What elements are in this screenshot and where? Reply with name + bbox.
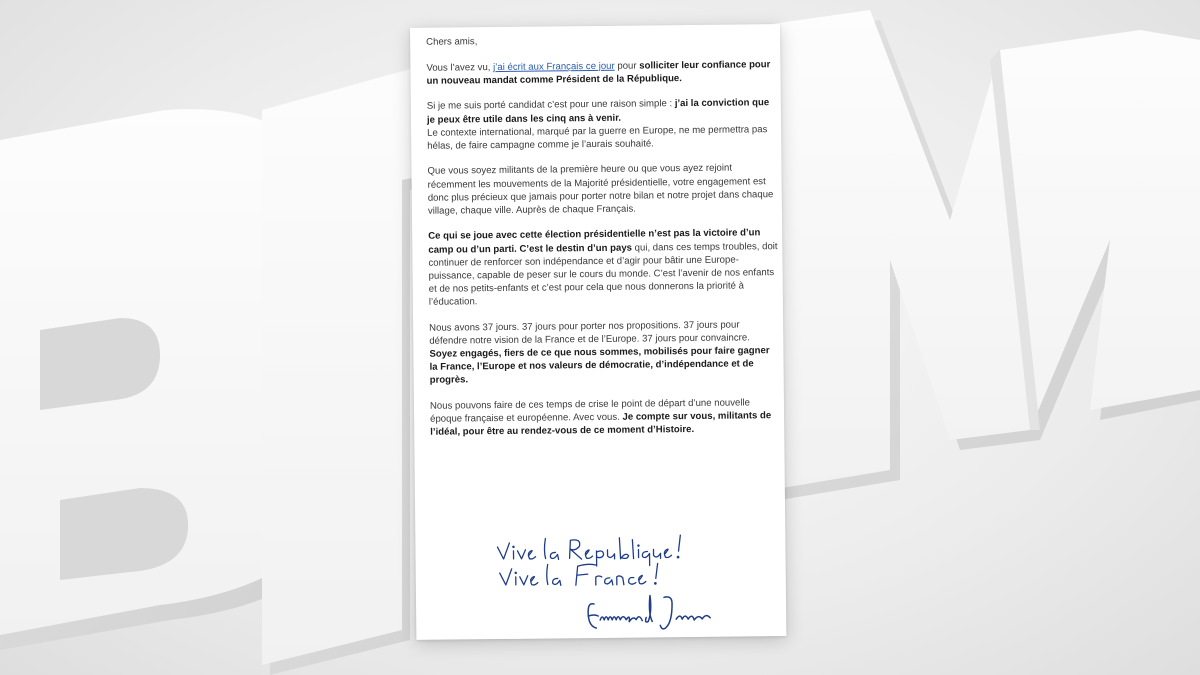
handwritten-closing bbox=[495, 530, 756, 643]
handwritten-line-2 bbox=[500, 563, 658, 586]
letter-body bbox=[426, 32, 780, 451]
paragraph-5 bbox=[429, 318, 780, 387]
signature-emmanuel-macron bbox=[588, 595, 710, 630]
letter-link[interactable]: j’ai écrit aux Français ce jour bbox=[493, 60, 615, 73]
p5-intro: Nous avons 37 jours. 37 jours pour porter nos propositions. 37 jours pour défendre notre vision de la France et de l’Europe. 37 jours pour convaincre. bbox=[429, 319, 750, 347]
paragraph-3: Que vous soyez militants de la première heure ou que vous ayez rejoint récemment les mouvements de la Majorité présidentielle, votre engagement est donc plus précieux que jamais pour porter notre bilan et notre projet dans chaque village, chaque ville. Auprès de chaque Français. bbox=[427, 163, 774, 217]
letter-m-shape bbox=[730, 10, 1200, 500]
p2-rest: Le contexte international, marqué par la guerre en Europe, ne me permettra pas hélas, de faire campagne comme je l’aurais souhaité. bbox=[427, 123, 768, 152]
p1-mid: pour bbox=[614, 60, 640, 72]
paragraph-1 bbox=[426, 58, 776, 88]
p6-bold: Je compte sur vous, militants de l’idéal, pour être au rendez-vous de ce moment d’Histoire. bbox=[430, 409, 772, 438]
p5-bold: Soyez engagés, fiers de ce que nous sommes, mobilisés pour faire gagner la France, l’Europe et nos valeurs de démocratie, d’indépendance et de progrès. bbox=[429, 344, 770, 386]
p4-bold: Ce qui se joue avec cette élection présidentielle n’est pas la victoire d’un camp ou d’un parti. C’est le destin d’un pays bbox=[428, 227, 761, 256]
p6-intro: Nous pouvons faire de ces temps de crise le point de départ d’une nouvelle époque française et européenne. Avec vous. bbox=[429, 397, 751, 425]
p1-bold: solliciter leur confiance pour un nouveau mandat comme Président de la République. bbox=[426, 58, 771, 87]
p2-bold: j’ai la conviction que je peux être utile dans les cinq ans à venir. bbox=[426, 97, 770, 126]
p2-intro: Si je me suis porté candidat c’est pour une raison simple : bbox=[426, 98, 675, 113]
p4-rest: qui, dans ces temps troubles, doit continuer de renforcer son indépendance et d’agir pour bâtir une Europe-puissance, capable de peser sur le cours du monde. C’est l’avenir de nos enfants et de nos petits-enfants et c’est pour cela que nous donnerons la priorité à l’éducation. bbox=[428, 240, 778, 308]
p1-intro: Vous l’avez vu, bbox=[426, 61, 494, 74]
letter-paper bbox=[410, 24, 786, 640]
greeting: Chers amis, bbox=[426, 36, 478, 48]
paragraph-4 bbox=[428, 226, 779, 308]
paragraph-6 bbox=[430, 396, 780, 439]
paragraph-2 bbox=[427, 97, 778, 153]
handwritten-line-1 bbox=[497, 535, 680, 567]
